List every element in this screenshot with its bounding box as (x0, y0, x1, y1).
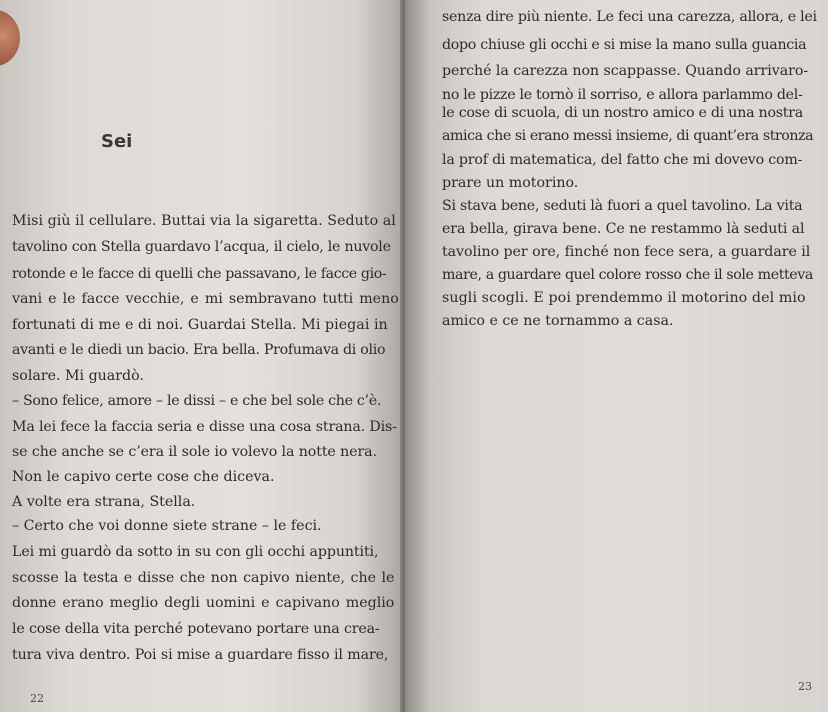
page-number: 22 (30, 692, 44, 705)
text-line: scosse la testa e disse che non capivo niente, che le (12, 570, 395, 586)
text-line: mare, a guardare quel colore rosso che il sole metteva (442, 267, 813, 283)
text-line: amico e ce ne tornammo a casa. (442, 313, 674, 329)
text-line: dopo chiuse gli occhi e si mise la mano sulla guancia (442, 37, 807, 53)
left-page (0, 0, 404, 712)
text-line: le cose di scuola, di un nostro amico e di una nostra (442, 105, 803, 121)
chapter-title: Sei (101, 131, 133, 152)
right-page (405, 0, 828, 712)
text-line: rotonde e le facce di quelli che passavano, le facce gio- (12, 266, 387, 282)
text-line: A volte era strana, Stella. (12, 494, 196, 510)
text-line: – Certo che voi donne siete strane – le feci. (12, 518, 322, 534)
text-line: vani e le facce vecchie, e mi sembravano tutti meno (12, 291, 399, 307)
text-line: Misi giù il cellulare. Buttai via la sigaretta. Seduto al (12, 213, 396, 229)
text-line: Non le capivo certe cose che diceva. (12, 469, 275, 485)
text-line: le cose della vita perché potevano portare una crea- (12, 621, 380, 637)
text-line: tavolino per ore, finché non fece sera, a guardare il (442, 244, 811, 260)
text-line: amica che si erano messi insieme, di quant’era stronza (442, 128, 814, 144)
text-line: era bella, girava bene. Ce ne restammo là seduti al (442, 221, 805, 237)
page-number: 23 (798, 680, 812, 693)
text-line: donne erano meglio degli uomini e capivano meglio (12, 595, 395, 611)
text-line: tura viva dentro. Poi si mise a guardare fisso il mare, (12, 647, 389, 663)
text-line: – Sono felice, amore – le dissi – e che bel sole che c’è. (12, 393, 382, 409)
text-line: Ma lei fece la faccia seria e disse una cosa strana. Dis- (12, 419, 397, 435)
text-line: perché la carezza non scappasse. Quando arrivaro- (442, 63, 809, 79)
reader-thumb (0, 10, 20, 66)
text-line: la prof di matematica, del fatto che mi dovevo com- (442, 152, 803, 168)
text-line: prare un motorino. (442, 175, 579, 191)
text-line: no le pizze le tornò il sorriso, e allora parlammo del- (442, 87, 803, 103)
text-line: sugli scogli. E poi prendemmo il motorino del mio (442, 290, 806, 306)
text-line: tavolino con Stella guardavo l’acqua, il cielo, le nuvole (12, 239, 391, 255)
text-line: Si stava bene, seduti là fuori a quel tavolino. La vita (442, 198, 803, 214)
text-line: Lei mi guardò da sotto in su con gli occhi appuntiti, (12, 544, 379, 560)
text-line: solare. Mi guardò. (12, 368, 144, 384)
text-line: avanti e le diedi un bacio. Era bella. Profumava di olio (12, 342, 386, 358)
text-line: fortunati di me e di noi. Guardai Stella. Mi piegai in (12, 317, 388, 333)
text-line: senza dire più niente. Le feci una carezza, allora, e lei (442, 9, 817, 25)
text-line: se che anche se c’era il sole io volevo la notte nera. (12, 444, 377, 460)
